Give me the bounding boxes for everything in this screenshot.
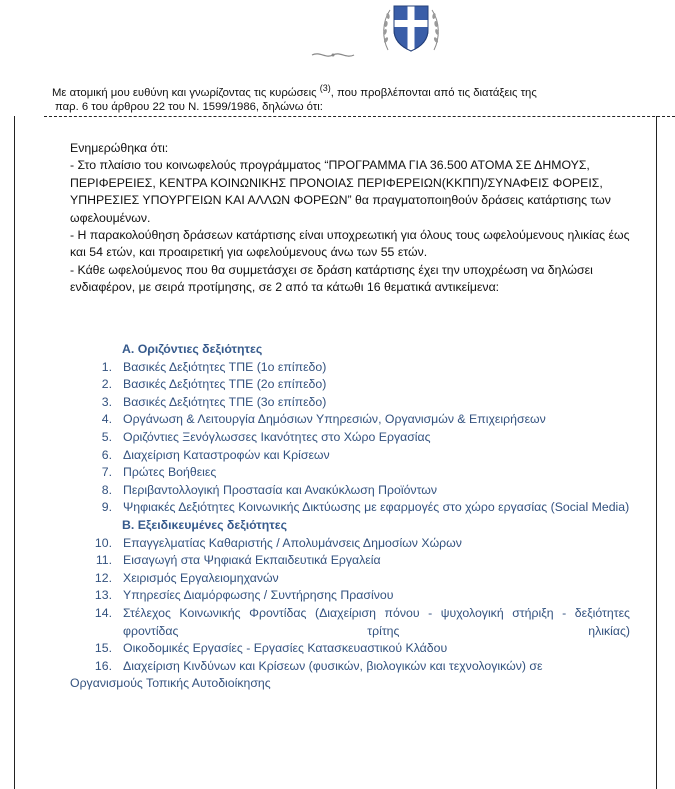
declaration-line1-end: , που προβλέπονται από τις διατάξεις της bbox=[330, 87, 537, 99]
declaration-line2: παρ. 6 του άρθρου 22 του Ν. 1599/1986, δηλώνω ότι: bbox=[55, 101, 323, 113]
list-item: 10. Επαγγελματίας Καθαριστής / Απολυμάνσεις Δημοσίων Χώρων bbox=[94, 535, 462, 550]
list-item: 4. Οργάνωση & Λειτουργία Δημόσιων Υπηρεσιών, Οργανισμών & Επιχειρήσεων bbox=[101, 412, 546, 427]
paragraph-program: - Στο πλαίσιο του κοινωφελούς προγράμματος “ΠΡΟΓΡΑΜΜΑ ΓΙΑ 36.500 ΑΤΟΜΑ ΣΕ ΔΗΜΟΥΣ, ΠΕΡΙΦΕΡΕΙΕΣ, ΚΕΝΤΡΑ ΚΟΙΝΩΝΙΚΗΣ ΠΡΟΝΟΙΑΣ ΠΕΡΙΦΕΡΕΙΩΝ(ΚΚΠΠ)/ΣΥΝΑΦΕΙΣ ΦΟΡΕΙΣ, ΥΠΗΡΕΣΙΕΣ ΥΠΟΥΡΓΕΙΩΝ ΚΑΙ ΑΛΛΩΝ ΦΟΡΕΩΝ” θα πραγματοποιηθούν δράσεις κατάρτισης των ωφελουμένων. bbox=[70, 158, 611, 225]
list-item: 8. Περιβαντολλογική Προστασία και Ανακύκλωση Προϊόντων bbox=[101, 482, 437, 497]
section-heading-specialized: Β. Εξειδικευμένες δεξιότητες bbox=[122, 517, 287, 532]
paragraph-preference: - Κάθε ωφελούμενος που θα συμμετάσχει σε δράση κατάρτισης έχει την υποχρέωση να δηλώσει ενδιαφέρον, με σειρά προτίμησης, σε 2 από τα κάτωθι 16 θεματικά αντικείμενα: bbox=[70, 262, 593, 295]
list-item: 15. Οικοδομικές Εργασίες - Εργασίες Κατασκευαστικού Κλάδου bbox=[94, 641, 448, 656]
coat-of-arms-icon bbox=[380, 0, 442, 55]
list-item: 12. Χειρισμός Εργαλειομηχανών bbox=[94, 570, 279, 585]
list-item: 11. Εισαγωγή στα Ψηφιακά Εκπαιδευτικά Εργαλεία bbox=[95, 553, 381, 568]
list-item: 9. Ψηφιακές Δεξιότητες Κοινωνικής Δικτύωσης με εφαρμογές στο χώρο εργασίας (Social Media) bbox=[101, 500, 630, 515]
list-item: 16. Διαχείριση Κινδύνων και Κρίσεων (φυσικών, βιολογικών και τεχνολογικών) σε bbox=[94, 658, 543, 673]
list-item: 13. Υπηρεσίες Διαμόρφωσης / Συντήρησης Πρασίνου bbox=[94, 588, 394, 603]
frame-left-border bbox=[14, 116, 15, 789]
list-item: 1. Βασικές Δεξιότητες ΤΠΕ (1ο επίπεδο) bbox=[101, 359, 327, 374]
paragraph-attendance: - Η παρακολούθηση δράσεων κατάρτισης είναι υποχρεωτική για όλους τους ωφελούμενους ηλικίας έως και 54 ετών, και προαιρετική για ωφελούμενους άνω των 55 ετών. bbox=[70, 228, 630, 260]
list-item: 5. Οριζόντιες Ξενόγλωσσες Ικανότητες στο Χώρο Εργασίας bbox=[101, 429, 431, 444]
list-item: 6. Διαχείριση Καταστροφών και Κρίσεων bbox=[101, 447, 330, 462]
list-item-continuation: Οργανισμούς Τοπικής Αυτοδιοίκησης bbox=[70, 676, 271, 691]
list-item: 3. Βασικές Δεξιότητες ΤΠΕ (3ο επίπεδο) bbox=[101, 394, 327, 409]
list-item: 2. Βασικές Δεξιότητες ΤΠΕ (2ο επίπεδο) bbox=[101, 377, 327, 392]
dashed-separator bbox=[44, 116, 675, 117]
list-item: 7. Πρώτες Βοήθειες bbox=[101, 465, 217, 480]
footnote-marker: (3) bbox=[319, 83, 331, 93]
declaration-text bbox=[52, 83, 632, 114]
intro-line: Ενημερώθηκα ότι: bbox=[70, 141, 169, 155]
list-item: 14. Στέλεχος Κοινωνικής Φροντίδας (Διαχείριση πόνου - ψυχολογική στήριξη - δεξιότητες φροντίδας τρίτης ηλικίας) bbox=[94, 605, 630, 638]
frame-right-border bbox=[656, 116, 657, 789]
decorative-flourish-icon bbox=[310, 50, 356, 60]
declaration-line1-start: Με ατομική μου ευθύνη και γνωρίζοντας τις κυρώσεις bbox=[52, 87, 320, 99]
thematic-subjects-list bbox=[70, 341, 630, 693]
info-body bbox=[70, 140, 630, 297]
section-heading-horizontal: Α. Οριζόντιες δεξιότητες bbox=[122, 342, 263, 356]
